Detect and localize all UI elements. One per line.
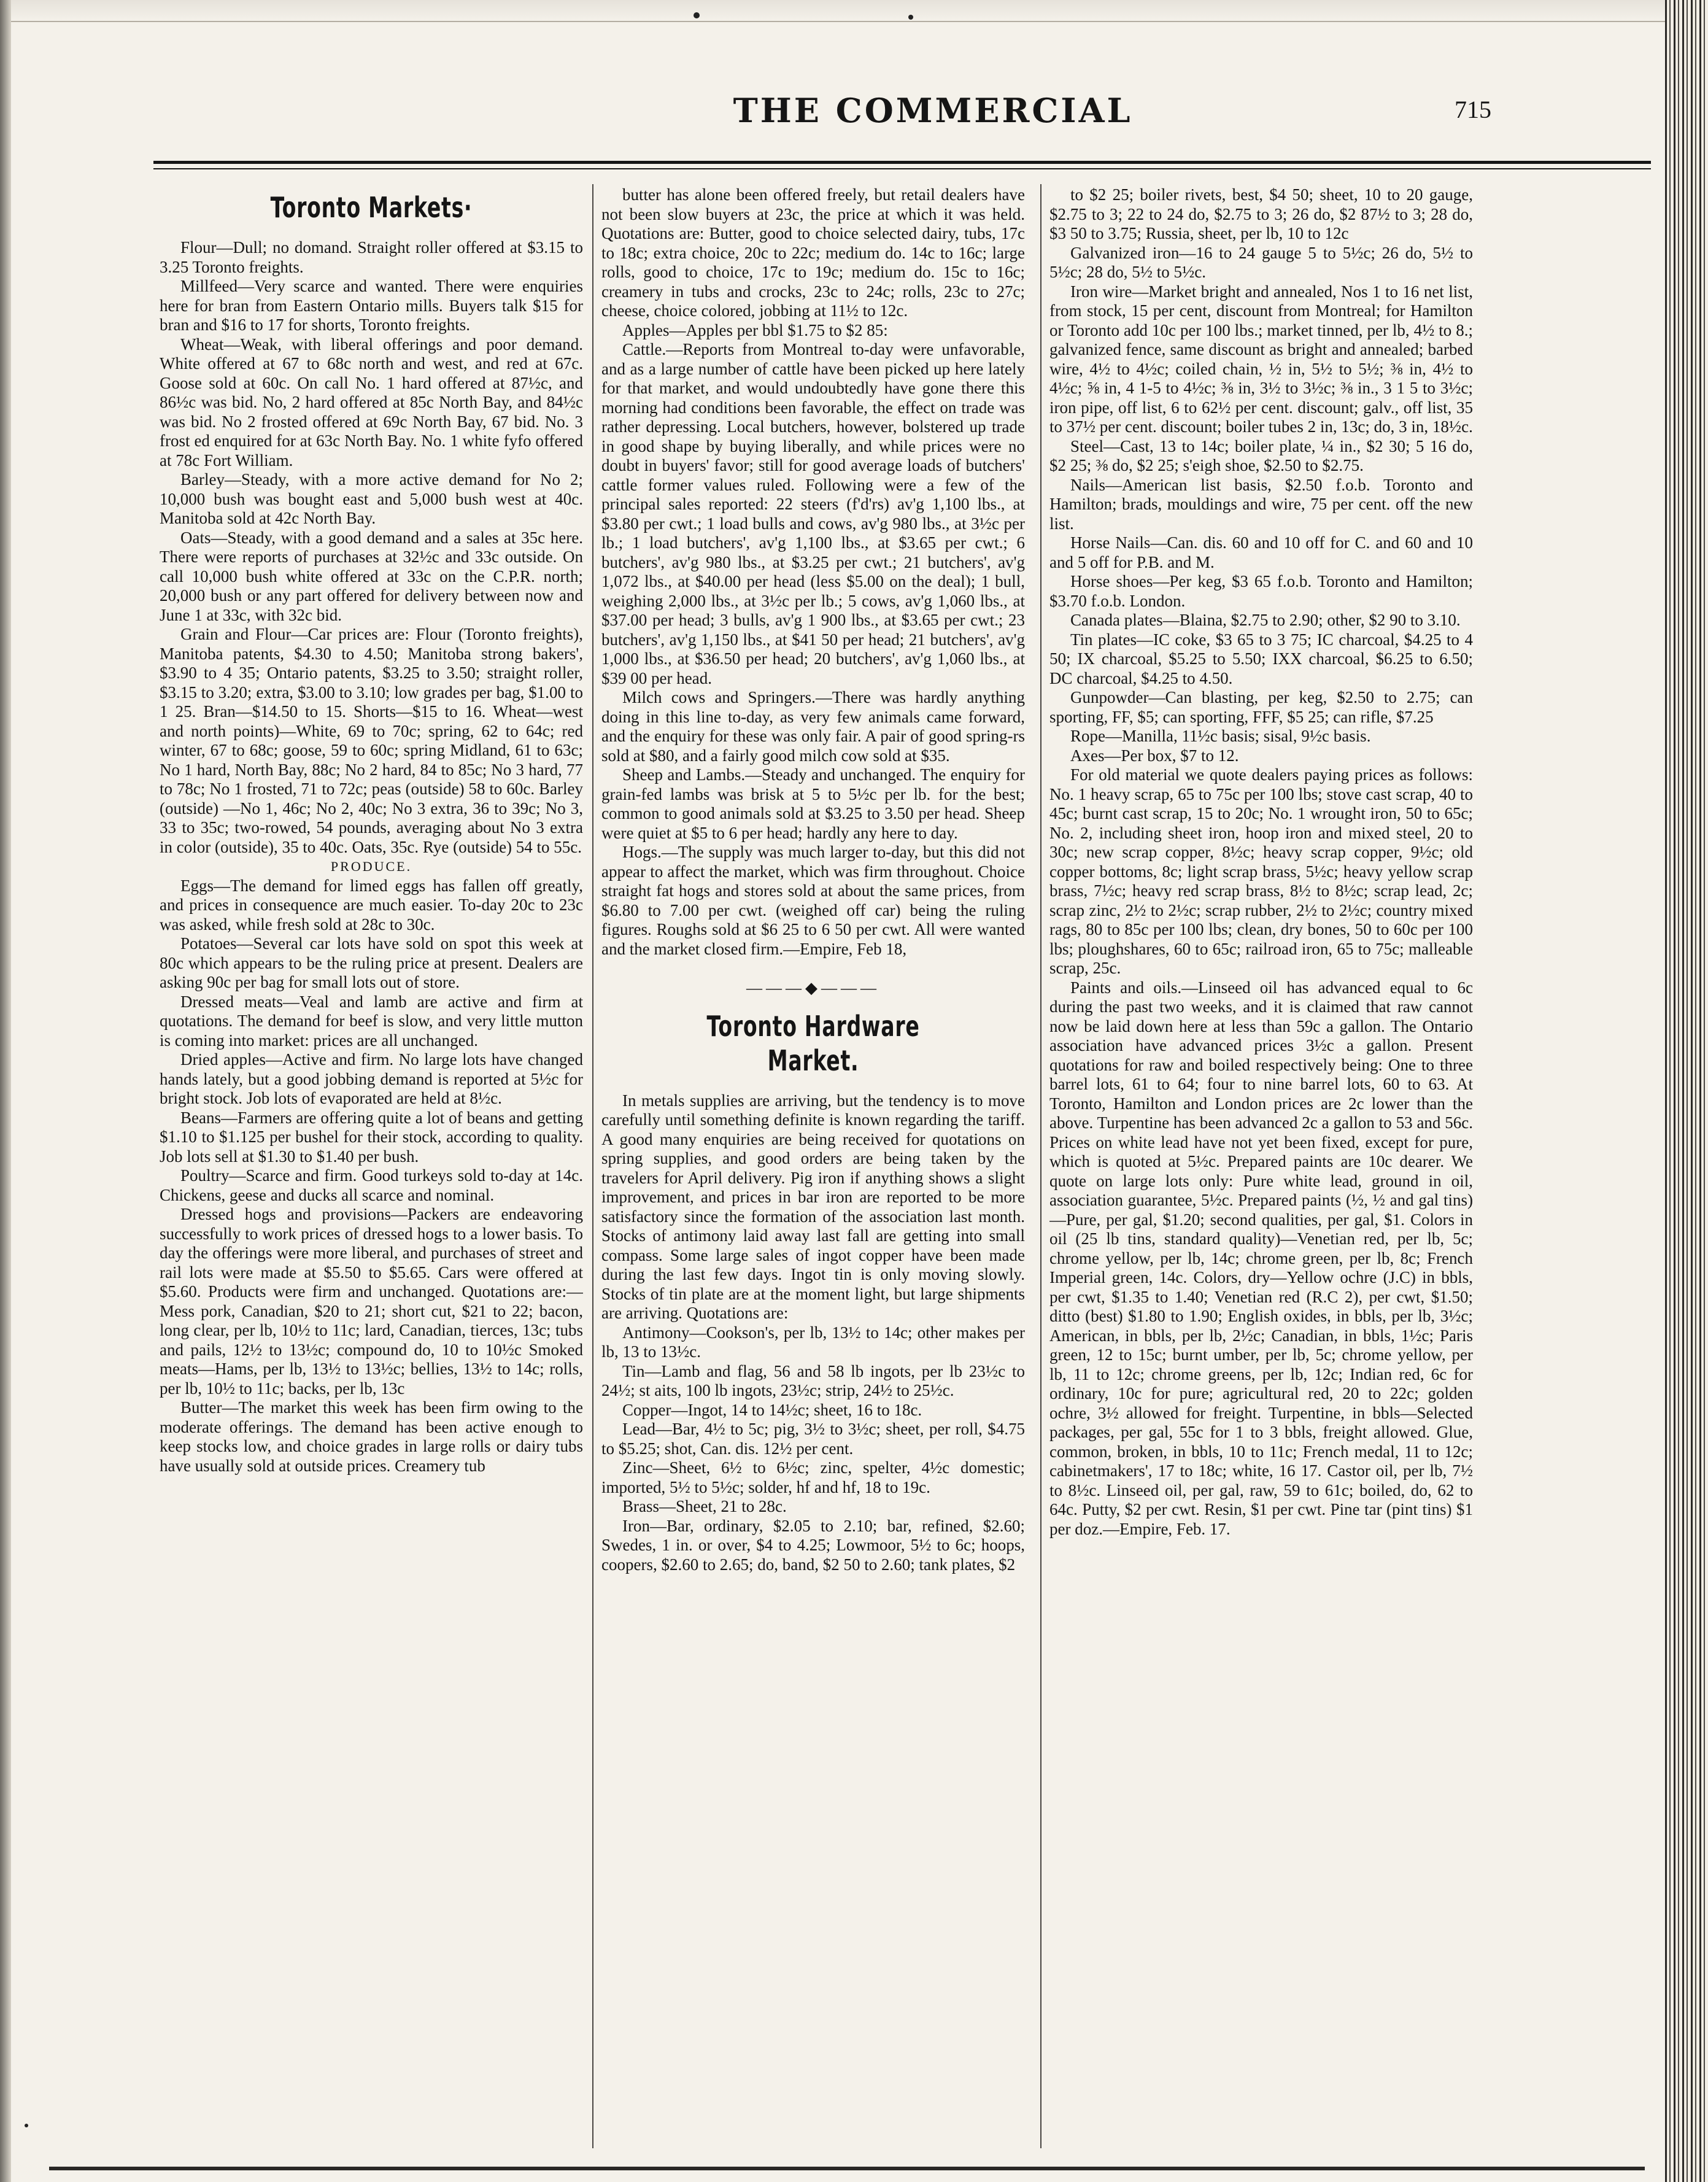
section-heading-toronto-markets: Toronto Markets·: [270, 191, 473, 224]
article-paragraph: In metals supplies are arriving, but the tendency is to move carefully until something definite is known regarding the tariff. A good many enquiries are being received for quotations on spring supplies, and good orders are being taken by the travelers for April delivery. Pig iron if anything shows a slight improvement, and prices in bar iron are reported to be more satisfactory since the formation of the association last month. Stocks of antimony laid away last fall are getting into small compass. Some large sales of ingot copper have been made during the last few days. Ingot tin is only moving slowly. Stocks of tin plate are at the moment light, but large shipments are arriving. Quotations are:: [601, 1091, 1025, 1322]
column-2-hardware-articles: [601, 1091, 1025, 1575]
column-2-articles: [601, 185, 1025, 959]
article-paragraph: Wheat—Weak, with liberal offerings and poor demand. White offered at 67 to 68c north and west, and red at 67c. Goose sold at 60c. On call No. 1 hard offered at 87½c, and 86½c was bid. No, 2 hard offered at 85c North Bay, and 84½c was bid. No 2 frosted offered at 69c North Bay, 67 bid. No. 3 frost ed enquired for at 63c North Bay. No. 1 white fyfo offered at 78c Fort William.: [160, 335, 583, 470]
article-paragraph: For old material we quote dealers paying prices as follows: No. 1 heavy scrap, 65 to 75c per 100 lbs; stove cast scrap, 40 to 45c; burnt cast scrap, 15 to 20c; No. 1 wrought iron, 50 to 65c; No. 2, including sheet iron, hoop iron and mixed steel, 20 to 30c; new scrap copper, 8½c; heavy scrap copper, 9½c; old copper bottoms, 8c; light scrap brass, 5½c; heavy yellow scrap brass, 7½c; heavy red scrap brass, 8½ to 8½c; scrap lead, 2c; scrap zinc, 2½ to 2½c; scrap rubber, 2½ to 2½c; country mixed rags, 80 to 85c per 100 lbs; clean, dry bones, 50 to 60c per 100 lbs; ploughshares, 60 to 65c; railroad iron, 65 to 75c; malleable scrap, 25c.: [1049, 765, 1473, 977]
article-paragraph: Dressed meats—Veal and lamb are active and firm at quotations. The demand for beef is slow, and very little mutton is coming into market: prices are all unchanged.: [160, 992, 583, 1050]
subhead-produce: PRODUCE.: [330, 859, 412, 874]
article-paragraph: Paints and oils.—Linseed oil has advanced equal to 6c during the past two weeks, and it is claimed that raw cannot now be laid down here at less than 59c a gallon. The Ontario association have advanced prices 3½c a gallon. Present quotations for raw and boiled respectively being: One to three barrel lots, 61 to 64; four to nine barrel lots, 60 to 63. At Toronto, Hamilton and London prices are 2c lower than the above. Turpentine has been advanced 2c a gallon to 53 and 56c. Prices on white lead have not yet been fixed, except for pure, which is quoted at 5½c. Prepared paints are 10c dearer. We quote on large lots only: Pure white lead, ground in oil, association guarantee, 5½c. Prepared paints (½, ½ and gal tins)—Pure, per gal, $1.20; second qualities, per gal, $1. Colors in oil (25 lb tins, standard quality)—Venetian red, per lb, 5c; chrome yellow, per lb, 14c; chrome green, per lb, 8c; French Imperial green, 14c. Colors, dry—Yellow ochre (J.C) in bbls, per cwt, $1.35 to 1.40; Venetian red (R.C 2), per cwt, $1.50; ditto (best) $1.80 to 1.90; English oxides, in bbls, per lb, 3½c; American, in bbls, per lb, 2½c; Canadian, in bbls, 1½c; Paris green, 12 to 15c; burnt umber, per lb, 5c; chrome yellow, per lb, 11 to 12c; chrome greens, per lb, 12c; Indian red, 6c for ordinary, 10c for pure; agricultural red, 20 to 22c; golden ochre, 3½ allowed for freight. Turpentine, in bbls—Selected packages, per gal, 55c for 1 to 3 bbls, freight allowed. Glue, common, broken, in bbls, 10 to 11c; French medal, 11 to 12c; cabinetmakers', 17 to 18c; white, 16 17. Castor oil, per lb, 7½ to 8½c. Linseed oil, per gal, raw, 59 to 61c; boiled, do, 62 to 64c. Putty, $2 per cwt. Resin, $1 per cwt. Pine tar (pint tins) $1 per doz.—Empire, Feb. 17.: [1049, 978, 1473, 1538]
article-paragraph: Poultry—Scarce and firm. Good turkeys sold to-day at 14c. Chickens, geese and ducks all scarce and nominal.: [160, 1166, 583, 1204]
header-rule-thin: [153, 168, 1651, 169]
column-3: [1049, 185, 1473, 2149]
article-paragraph: Axes—Per box, $7 to 12.: [1070, 746, 1239, 765]
article-paragraph: Dressed hogs and provisions—Packers are endeavoring successfully to work prices of dressed hogs to a lower basis. To day the offerings were more liberal, and purchases of street and rail lots were made at $5.50 to $5.65. Cars were offered at $5.60. Products were firm and unchanged. Quotations are:—Mess pork, Canadian, $20 to 21; short cut, $21 to 22; bacon, long clear, per lb, 10½ to 11c; lard, Canadian, tierces, 13c; tubs and pails, 12½ to 13½c; compound do, 10 to 10½c Smoked meats—Hams, per lb, 13½ to 13½c; bellies, 13½ to 14c; rolls, per lb, 10½ to 11c; backs, per lb, 13c: [160, 1205, 583, 1398]
column-1-articles: [160, 238, 583, 857]
page-binding-edge: [1665, 0, 1708, 2182]
article-paragraph: Gunpowder—Can blasting, per keg, $2.50 to 2.75; can sporting, FF, $5; can sporting, FFF, $5 25; can rifle, $7.25: [1049, 688, 1473, 726]
article-paragraph: Potatoes—Several car lots have sold on spot this week at 80c which appears to be the ruling price at present. Dealers are asking 90c per bag for small lots out of store.: [160, 934, 583, 991]
column-1: [160, 185, 583, 2149]
article-paragraph: Nails—American list basis, $2.50 f.o.b. Toronto and Hamilton; brads, mouldings and wire, 75 per cent. off the new list.: [1049, 475, 1473, 533]
masthead: THE COMMERCIAL: [733, 91, 1133, 130]
article-paragraph: Milch cows and Springers.—There was hardly anything doing in this line to-day, as very few animals came forward, and the enquiry for these was only fair. A pair of good spring-rs sold at $80, and a fairly good milch cow sold at $35.: [601, 688, 1025, 765]
column-divider: [592, 184, 593, 2148]
ink-speck: [908, 15, 913, 20]
article-paragraph: Steel—Cast, 13 to 14c; boiler plate, ¼ in., $2 30; 5 16 do, $2 25; ⅜ do, $2 25; s'eigh shoe, $2.50 to $2.75.: [1049, 436, 1473, 474]
header-rule: [153, 161, 1651, 164]
article-paragraph: Brass—Sheet, 21 to 28c.: [622, 1497, 787, 1515]
article-paragraph: butter has alone been offered freely, but retail dealers have not been slow buyers at 23c, the price at which it was held. Quotations are: Butter, good to choice selected dairy, tubs, 17c to 18c; extra choice, 20c to 22c; medium do. 14c to 16c; large rolls, good to choice, 17c to 19c; medium do. 15c to 16c; creamery in tubs and crocks, 23c to 24c; rolls, 23c to 27c; cheese, choice colored, jobbing at 11½ to 12c.: [601, 185, 1025, 320]
article-paragraph: Butter—The market this week has been firm owing to the moderate offerings. The demand has been active enough to keep stocks low, and choice grades in large rolls or dairy tubs have usually sold at outside prices. Creamery tub: [160, 1398, 583, 1475]
column-1-produce-articles: [160, 876, 583, 1476]
article-paragraph: Sheep and Lambs.—Steady and unchanged. The enquiry for grain-fed lambs was brisk at 5 to 5½c per lb. for the best; common to good animals sold at $3.25 to 3.50 per head. Sheep were quiet at $5 to 6 per head; hardly any here to day.: [601, 765, 1025, 842]
article-paragraph: Horse shoes—Per keg, $3 65 f.o.b. Toronto and Hamilton; $3.70 f.o.b. London.: [1049, 572, 1473, 610]
article-paragraph: Apples—Apples per bbl $1.75 to $2 85:: [622, 320, 888, 339]
article-paragraph: Tin plates—IC coke, $3 65 to 3 75; IC charcoal, $4.25 to 4 50; IX charcoal, $5.25 to 5.50; IXX charcoal, $6.25 to 6.50; DC charcoal, $4.25 to 4.50.: [1049, 630, 1473, 687]
article-paragraph: Cattle.—Reports from Montreal to-day were unfavorable, and as a large number of cattle have been picked up here lately for that market, and would undoubtedly have gone there this morning had conditions been favorable, the effect on trade was rather depressing. Local butchers, however, bolstered up trade in good shape by buying liberally, and while prices were no doubt in buyers' favor; still for good average loads of butchers' cattle former values ruled. Following were a few of the principal sales reported: 22 steers (f'd'rs) av'g 1,100 lbs., at $3.80 per cwt.; 1 load bulls and cows, av'g 980 lbs., at 3½c per lb.; 1 load butchers', av'g 1,100 lbs., at $3.65 per cwt.; 6 butchers', av'g 980 lbs., at $3.25 per cwt.; 21 butchers', av'g 1,072 lbs., at $40.00 per head (less $5.00 on the deal); 1 bull, weighing 2,000 lbs., at 3½c per lb.; 5 cows, av'g 1,060 lbs., at $37.00 per head; 3 bulls, av'g 1 900 lbs., at $3.65 per cwt.; 23 butchers', av'g 1,150 lbs., at $41 50 per head; 21 butchers', av'g 1,000 lbs., at $36.50 per head; 20 butchers', av'g 1,060 lbs., at $39 00 per head.: [601, 340, 1025, 687]
article-paragraph: to $2 25; boiler rivets, best, $4 50; sheet, 10 to 20 gauge, $2.75 to 3; 22 to 24 do, $2.75 to 3; 26 do, $2 87½ to 3; 28 do, $3 50 to 3.75; Russia, sheet, per lb, 10 to 12c: [1049, 185, 1473, 242]
column-3-articles: [1049, 185, 1473, 1539]
article-paragraph: Copper—Ingot, 14 to 14½c; sheet, 16 to 18c.: [622, 1400, 922, 1419]
article-paragraph: Dried apples—Active and firm. No large lots have changed hands lately, but a good jobbing demand is reported at 5½c for bright stock. Job lots of evaporated are held at 8½c.: [160, 1050, 583, 1107]
article-paragraph: Grain and Flour—Car prices are: Flour (Toronto freights), Manitoba patents, $4.30 to 4.50; Manitoba strong bakers', $3.90 to 4 35; Ontario patents, $3.25 to 3.50; straight roller, $3.15 to 3.20; extra, $3.00 to 3.10; low grades per bag, $1.00 to 1 25. Bran—$14.50 to 15. Shorts—$15 to 16. Wheat—west and north points)—White, 69 to 70c; spring, 62 to 64c; red winter, 67 to 68c; goose, 59 to 60c; spring Midland, 61 to 63c; No 1 hard, North Bay, 88c; No 2 hard, 84 to 85c; No 3 hard, 77 to 78c; No 1 frosted, 71 to 72c; peas (outside) 58 to 60c. Barley (outside) —No 1, 46c; No 2, 40c; No 3 extra, 36 to 39c; No 3, 33 to 35c; two-rowed, 54 pounds, averaging about No 3 extra in color (outside), 35 to 40c. Oats, 35c. Rye (outside) 54 to 55c.: [160, 625, 583, 856]
section-divider: ———◆———: [746, 979, 880, 997]
ink-speck: [25, 2124, 28, 2127]
page-top-edge: [0, 0, 1708, 22]
article-paragraph: Galvanized iron—16 to 24 gauge 5 to 5½c; 26 do, 5½ to 5½c; 28 do, 5½ to 5½c.: [1049, 243, 1473, 281]
article-paragraph: Beans—Farmers are offering quite a lot of beans and getting $1.10 to $1.125 per bushel for their stock, according to quality. Job lots sell at $1.30 to $1.40 per bush.: [160, 1108, 583, 1166]
page-number: 715: [1455, 96, 1491, 123]
article-paragraph: Iron—Bar, ordinary, $2.05 to 2.10; bar, refined, $2.60; Swedes, 1 in. or over, $4 to 4.25; Lowmoor, 5½ to 6c; hoops, coopers, $2.60 to 2.65; do, band, $2 50 to 2.60; tank plates, $2: [601, 1516, 1025, 1574]
article-paragraph: Hogs.—The supply was much larger to-day, but this did not appear to affect the market, which was firm throughout. Choice straight fat hogs and stores sold at about the same prices, from $6.80 to 7.00 per cwt. (weighed off car) being the ruling figures. Roughs sold at $6 25 to 6 50 per cwt. All were wanted and the market closed firm.—Empire, Feb 18,: [601, 843, 1025, 958]
article-paragraph: Oats—Steady, with a good demand and a sales at 35c here. There were reports of purchases at 32½c and 33c outside. On call 10,000 bush white offered at 33c on the C.P.R. north; 20,000 bush or any part offered for delivery between now and June 1 at 33c, with 32c bid.: [160, 528, 583, 624]
article-paragraph: Barley—Steady, with a more active demand for No 2; 10,000 bush was bought east and 5,000 bush west at 40c. Manitoba sold at 42c North Bay.: [160, 470, 583, 527]
section-heading-hardware-market: Toronto Hardware Market.: [706, 1009, 920, 1077]
ink-speck: [694, 12, 700, 18]
page-bottom-edge: [49, 2167, 1645, 2170]
column-2: [601, 185, 1025, 2149]
article-paragraph: Lead—Bar, 4½ to 5c; pig, 3½ to 3½c; sheet, per roll, $4.75 to $5.25; shot, Can. dis. 12½ per cent.: [601, 1420, 1025, 1458]
article-paragraph: Flour—Dull; no domand. Straight roller offered at $3.15 to 3.25 Toronto freights.: [160, 238, 583, 276]
article-paragraph: Millfeed—Very scarce and wanted. There were enquiries here for bran from Eastern Ontario mills. Buyers talk $15 for bran and $16 to 17 for shorts, Toronto freights.: [160, 277, 583, 334]
article-paragraph: Eggs—The demand for limed eggs has fallen off greatly, and prices in consequence are much easier. To-day 20c to 23c was asked, while fresh sold at 28c to 30c.: [160, 876, 583, 934]
article-paragraph: Horse Nails—Can. dis. 60 and 10 off for C. and 60 and 10 and 5 off for P.B. and M.: [1049, 533, 1473, 571]
article-paragraph: Iron wire—Market bright and annealed, Nos 1 to 16 net list, from stock, 15 per cent, discount from Montreal; for Hamilton or Toronto add 10c per 100 lbs.; market tinned, per lb, 4½ to 8.; galvanized fence, same discount as bright and annealed; barbed wire, 4½ to 4½c; coiled chain, ½ in, 5½ to 5½; ⅜ in, 4½ to 4½c; ⅝ in, 4 1-5 to 4½c; ⅜ in, 3½ to 3½c; ⅜ in., 3 1 5 to 3½c; iron pipe, off list, 6 to 62½ per cent. discount; galv., off list, 35 to 37½ per cent. discount; boiler tubes 2 in, 13c; do, 3 in, 18½c.: [1049, 282, 1473, 436]
article-paragraph: Antimony—Cookson's, per lb, 13½ to 14c; other makes per lb, 13 to 13½c.: [601, 1323, 1025, 1361]
article-paragraph: Tin—Lamb and flag, 56 and 58 lb ingots, per lb 23½c to 24½; st aits, 100 lb ingots, 23½c; strip, 24½ to 25½c.: [601, 1361, 1025, 1399]
page-left-edge: [0, 0, 11, 2182]
article-paragraph: Rope—Manilla, 11½c basis; sisal, 9½c basis.: [1070, 727, 1371, 745]
article-paragraph: Canada plates—Blaina, $2.75 to 2.90; other, $2 90 to 3.10.: [1070, 611, 1461, 629]
column-divider: [1040, 184, 1041, 2148]
article-paragraph: Zinc—Sheet, 6½ to 6½c; zinc, spelter, 4½c domestic; imported, 5½ to 5½c; solder, hf and hf, 18 to 19c.: [601, 1458, 1025, 1496]
